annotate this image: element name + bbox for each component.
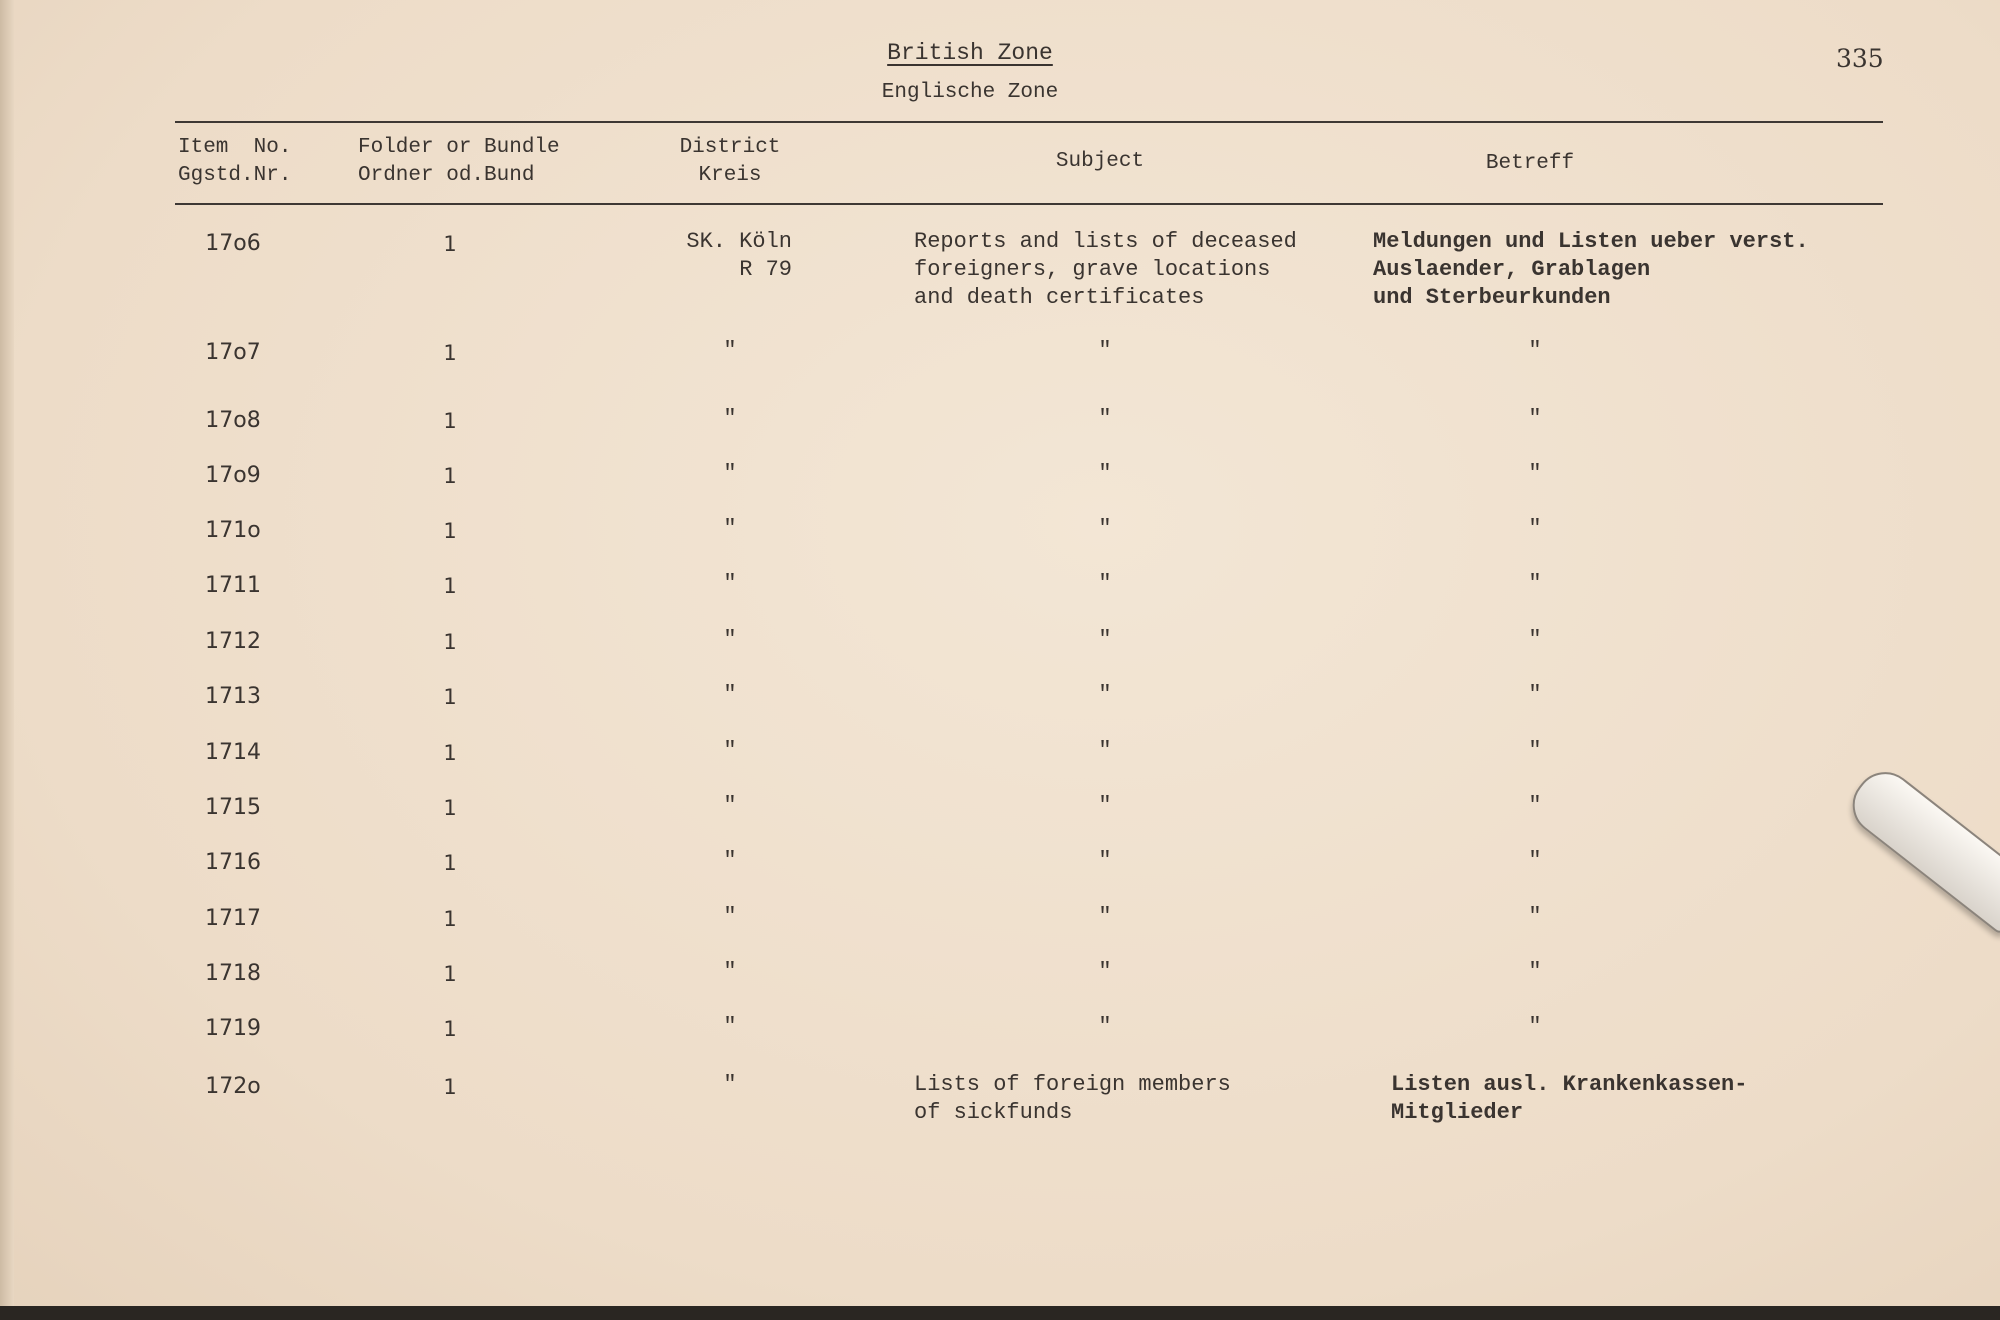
cell-subject: " — [1098, 738, 1112, 763]
cell-item: 17o8 — [205, 408, 261, 433]
cell-district: " — [723, 1072, 737, 1097]
cell-folder: 1 — [443, 519, 457, 543]
cell-betreff: " — [1528, 959, 1542, 984]
cell-district: " — [723, 738, 737, 763]
cell-folder: 1 — [443, 630, 457, 654]
cell-subject: Lists of foreign members of sickfunds — [914, 1072, 1231, 1125]
header-top-rule — [175, 121, 1883, 123]
cell-folder: 1 — [443, 464, 457, 488]
cell-subject: " — [1098, 338, 1112, 363]
cell-subject: " — [1098, 461, 1112, 486]
cell-district: " — [723, 571, 737, 596]
cell-betreff: " — [1528, 338, 1542, 363]
cell-item: 1712 — [205, 629, 261, 654]
cell-subject: Reports and lists of deceased foreigners, grave locations and death certificates — [914, 229, 1297, 310]
cell-item: 1714 — [205, 740, 261, 765]
bottom-edge — [0, 1306, 2000, 1320]
column-header-item: Item No. Ggstd.Nr. — [178, 136, 292, 187]
cell-district: " — [723, 904, 737, 929]
cell-subject: " — [1098, 793, 1112, 818]
cell-folder: 1 — [443, 341, 457, 365]
cell-betreff: Meldungen und Listen ueber verst. Auslaender, Grablagen und Sterbeurkunden — [1373, 229, 1809, 310]
binding-edge — [0, 0, 14, 1310]
cell-district: " — [723, 682, 737, 707]
cell-folder: 1 — [443, 1075, 457, 1099]
cell-betreff: " — [1528, 793, 1542, 818]
cell-item: 1716 — [205, 850, 261, 875]
column-header-subject: Subject — [1055, 150, 1145, 173]
column-header-folder: Folder or Bundle Ordner od.Bund — [358, 136, 560, 187]
cell-district: " — [723, 1014, 737, 1039]
cell-item: 17o6 — [205, 231, 261, 256]
cell-item: 1715 — [205, 795, 261, 820]
cell-betreff: " — [1528, 627, 1542, 652]
cell-subject: " — [1098, 904, 1112, 929]
cell-district: SK. Köln R 79 — [686, 229, 792, 282]
column-header-betreff: Betreff — [1485, 152, 1575, 175]
cell-district: " — [723, 461, 737, 486]
cell-district: " — [723, 627, 737, 652]
cell-item: 17o9 — [205, 463, 261, 488]
header-bottom-rule — [175, 203, 1883, 205]
cell-folder: 1 — [443, 741, 457, 765]
cell-item: 1717 — [205, 906, 261, 931]
page-title: British Zone — [887, 40, 1053, 66]
page-number: 335 — [1836, 44, 1884, 73]
cell-subject: " — [1098, 406, 1112, 431]
cell-subject: " — [1098, 1014, 1112, 1039]
cell-subject: " — [1098, 571, 1112, 596]
cell-folder: 1 — [443, 232, 457, 256]
cell-item: 171o — [205, 518, 261, 543]
cell-betreff: " — [1528, 1014, 1542, 1039]
cell-folder: 1 — [443, 685, 457, 709]
cell-betreff: " — [1528, 571, 1542, 596]
page-subtitle: Englische Zone — [881, 81, 1059, 104]
cell-subject: " — [1098, 682, 1112, 707]
cell-district: " — [723, 793, 737, 818]
cell-folder: 1 — [443, 796, 457, 820]
cell-betreff: Listen ausl. Krankenkassen- Mitglieder — [1391, 1072, 1748, 1125]
cell-item: 1713 — [205, 684, 261, 709]
cell-item: 1711 — [205, 573, 261, 598]
cell-subject: " — [1098, 848, 1112, 873]
cell-item: 1719 — [205, 1016, 261, 1041]
cell-district: " — [723, 959, 737, 984]
cell-folder: 1 — [443, 1017, 457, 1041]
cell-district: " — [723, 406, 737, 431]
cell-folder: 1 — [443, 409, 457, 433]
cell-item: 17o7 — [205, 340, 261, 365]
cell-betreff: " — [1528, 738, 1542, 763]
cell-betreff: " — [1528, 682, 1542, 707]
cell-district: " — [723, 848, 737, 873]
cell-folder: 1 — [443, 907, 457, 931]
cell-district: " — [723, 338, 737, 363]
cell-folder: 1 — [443, 574, 457, 598]
letter-opener-object — [1841, 760, 2000, 936]
cell-subject: " — [1098, 959, 1112, 984]
cell-district: " — [723, 516, 737, 541]
cell-item: 1718 — [205, 961, 261, 986]
column-header-district: District Kreis — [679, 136, 781, 187]
cell-folder: 1 — [443, 851, 457, 875]
cell-betreff: " — [1528, 904, 1542, 929]
cell-betreff: " — [1528, 461, 1542, 486]
cell-betreff: " — [1528, 848, 1542, 873]
cell-folder: 1 — [443, 962, 457, 986]
cell-item: 172o — [205, 1074, 261, 1099]
cell-betreff: " — [1528, 516, 1542, 541]
cell-subject: " — [1098, 627, 1112, 652]
cell-subject: " — [1098, 516, 1112, 541]
cell-betreff: " — [1528, 406, 1542, 431]
